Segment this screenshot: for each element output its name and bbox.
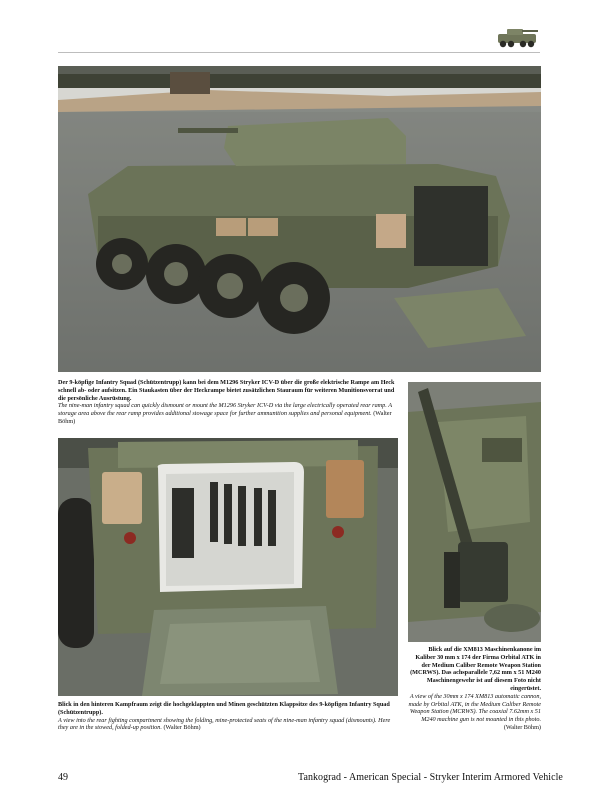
photo-xm813-cannon-mcrws xyxy=(408,382,541,642)
caption-top xyxy=(58,379,400,426)
caption-right-english: A view of the 30mm x 174 XM813 automatic cannon, made by Orbital ATK, in the Medium Caliber Remote Weapon Station (MCRWS). The coaxial 7.62mm x 51 M240 machine gun is not mounted in this photo. xyxy=(408,692,541,724)
caption-bottom-left xyxy=(58,701,400,732)
caption-right-credit: (Walter Böhm) xyxy=(503,723,541,731)
photo-stryker-rear-ramp xyxy=(58,66,541,372)
running-title: Tankograd - American Special - Stryker Interim Armored Vehicle xyxy=(298,772,563,783)
caption-top-credit: (Walter Böhm) xyxy=(58,410,392,425)
caption-bottom-left-credit: (Walter Böhm) xyxy=(163,724,201,732)
caption-right-german: Blick auf die XM813 Maschinenkanone im Kaliber 30 mm x 174 der Firma Orbital ATK in der Medium Caliber Remote Weapon Station (MCRWS). Das achsparallele 7,62 mm x 51 M240 Maschinengewehr ist auf diesem Foto nicht eingerüstet. xyxy=(410,646,541,692)
caption-bottom-left-english: A view into the rear fighting compartment showing the folding, mine-protected seats of the nine-man infantry squad (dismounts). Here they are in the stowed, folded-up position. xyxy=(58,716,391,732)
caption-top-english: The nine-man infantry squad can quickly dismount or mount the M1296 Stryker ICV-D via the large electrically operated rear ramp. A storage area above the rear ramp provides additional stowage space for further ammunition supplies and personal equipment. xyxy=(58,402,392,418)
photo-rear-fighting-compartment xyxy=(58,438,398,696)
header-rule xyxy=(58,52,540,53)
vehicle-thumbnail-icon xyxy=(492,22,542,52)
caption-top-german: Der 9-köpfige Infantry Squad (Schützentrupp) kann bei dem M1296 Stryker ICV-D über die große elektrische Rampe am Heck schnell ab- oder aufsitzen. Ein Staukasten über der Heckrampe bietet zusätzlichen Stauraum für weiteren Munitionsvorrat und die persönliche Ausrüstung. xyxy=(58,379,395,402)
page-number: 49 xyxy=(58,772,68,783)
caption-bottom-left-german: Blick in den hinteren Kampfraum zeigt die hochgeklappten und Minen geschützten Klappsitze des 9-köpfigen Infantry Squad (Schützentrupp). xyxy=(58,701,390,716)
caption-right xyxy=(408,646,541,732)
